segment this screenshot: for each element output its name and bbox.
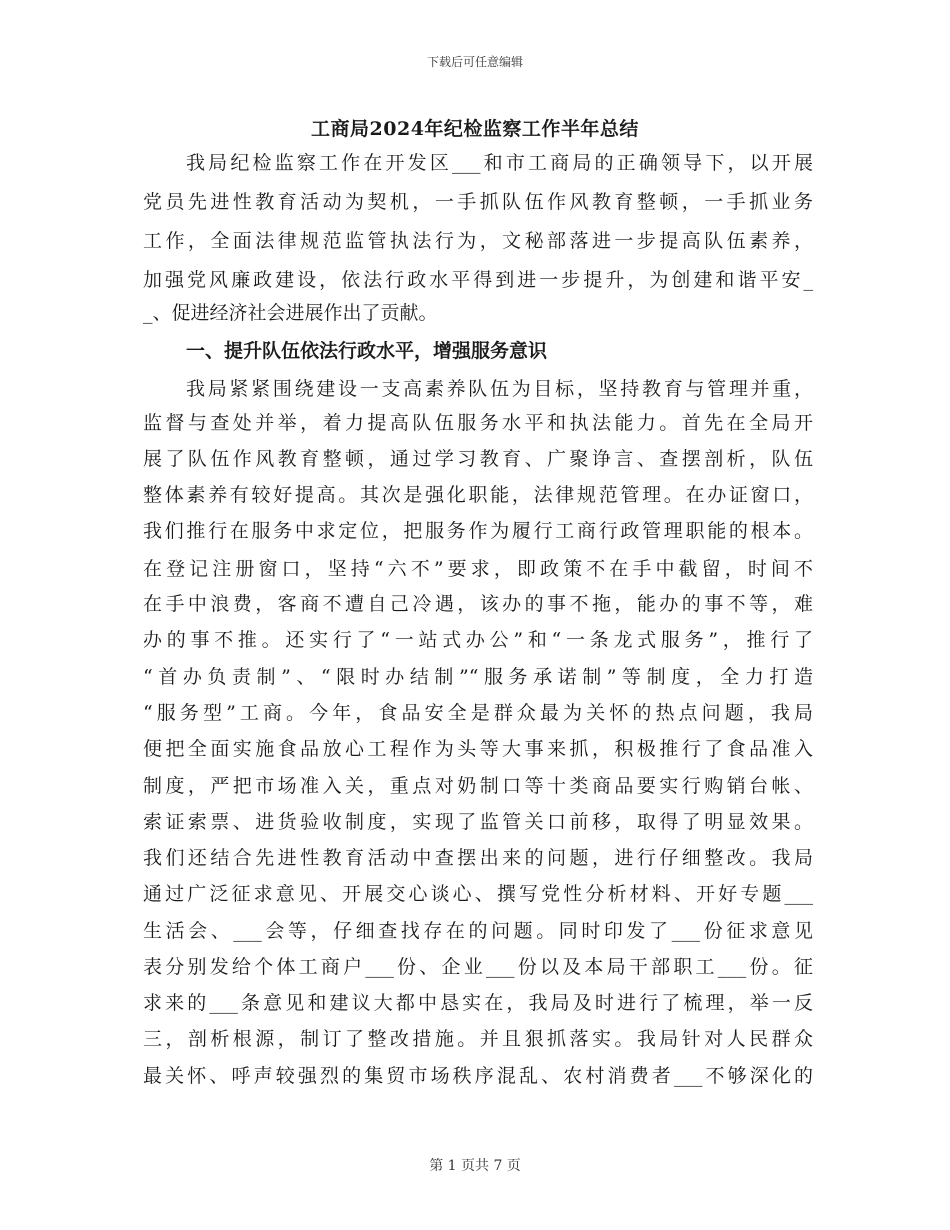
paragraph-line: 整体素养有较好提高。其次是强化职能，法律规范管理。在办证窗口， [143, 484, 813, 506]
paragraph-line: 最关怀、呼声较强烈的集贸市场秩序混乱、农村消费者___不够深化的 [143, 1065, 813, 1087]
paragraph-line: “服务型”工商。今年，食品安全是群众最为关怀的热点问题，我局 [143, 702, 813, 724]
paragraph-line: 制度，严把市场准入关，重点对奶制口等十类商品要实行购销台帐、 [143, 775, 813, 797]
paragraph-line: 在登记注册窗口，坚持“六不”要求，即政策不在手中截留，时间不 [143, 558, 813, 580]
paragraph-line: 我局紧紧围绕建设一支高素养队伍为目标，坚持教育与管理并重， [186, 378, 813, 400]
paragraph-line: 生活会、___会等，仔细查找存在的问题。同时印发了___份征求意见 [143, 920, 813, 942]
paragraph-line: 工作，全面法律规范监管执法行为，文秘部落进一步提高队伍素养， [143, 230, 813, 252]
paragraph-line: 索证索票、进货验收制度，实现了监管关口前移，取得了明显效果。 [143, 811, 813, 833]
paragraph-line: 党员先进性教育活动为契机，一手抓队伍作风教育整顿，一手抓业务 [143, 191, 813, 213]
paragraph-line: _、促进经济社会进展作出了贡献。 [143, 302, 438, 324]
document-title: 工商局2024年纪检监察工作半年总结 [311, 118, 639, 140]
paragraph-line: 表分别发给个体工商户___份、企业___份以及本局干部职工___份。征 [143, 956, 813, 978]
paragraph-line: 我局纪检监察工作在开发区___和市工商局的正确领导下，以开展 [186, 152, 813, 174]
paragraph-line: 便把全面实施食品放心工程作为头等大事来抓，积极推行了食品准入 [143, 738, 813, 760]
paragraph-line: 求来的___条意见和建议大都中恳实在，我局及时进行了梳理，举一反 [143, 992, 813, 1014]
header-note: 下载后可任意编辑 [426, 55, 523, 69]
section-heading: 一、提升队伍依法行政水平，增强服务意识 [186, 340, 548, 362]
paragraph-line: 办的事不推。还实行了“一站式办公”和“一条龙式服务”，推行了 [143, 629, 813, 651]
paragraph-line: 加强党风廉政建设，依法行政水平得到进一步提升，为创建和谐平安_ [143, 269, 813, 291]
paragraph-line: “首办负责制”、“限时办结制”“服务承诺制”等制度，全力打造 [143, 666, 813, 688]
paragraph-line: 通过广泛征求意见、开展交心谈心、撰写党性分析材料、开好专题___ [143, 883, 813, 905]
page-footer: 第 1 页共 7 页 [429, 1158, 521, 1174]
paragraph-line: 在手中浪费，客商不遭自己冷遇，该办的事不拖，能办的事不等，难 [143, 593, 813, 615]
paragraph-line: 三，剖析根源，制订了整改措施。并且狠抓落实。我局针对人民群众 [143, 1028, 813, 1050]
paragraph-line: 监督与查处并举，着力提高队伍服务水平和执法能力。首先在全局开 [143, 412, 813, 434]
paragraph-line: 展了队伍作风教育整顿，通过学习教育、广聚诤言、查摆剖析，队伍 [143, 448, 813, 470]
paragraph-line: 我们推行在服务中求定位，把服务作为履行工商行政管理职能的根本。 [143, 520, 813, 542]
paragraph-line: 我们还结合先进性教育活动中查摆出来的问题，进行仔细整改。我局 [143, 847, 813, 869]
